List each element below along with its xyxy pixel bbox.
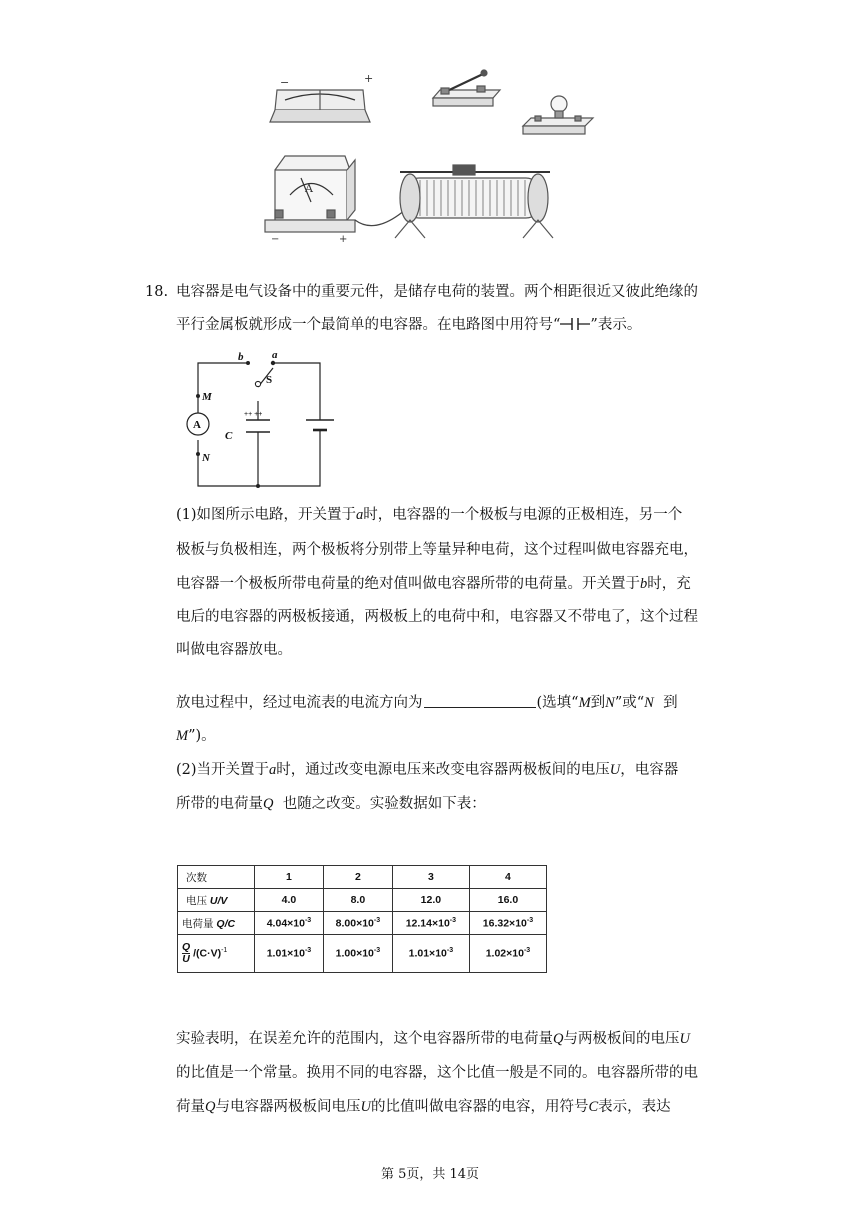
ratio-value: 1.00×10 <box>335 947 374 960</box>
charge-value: 16.32×10 <box>482 917 527 930</box>
c1-q: Q <box>553 1031 564 1047</box>
charge-exp: -3 <box>449 916 457 924</box>
table-cell: 12.0 <box>392 889 469 912</box>
part1-question-end <box>176 726 216 746</box>
ratio-fraction <box>182 942 190 965</box>
p2l2-post: 也随之改变。实验数据如下表： <box>282 796 486 812</box>
table-cell <box>392 935 469 973</box>
knife-switch <box>433 70 500 106</box>
page-footer: 第 5页，共 14页 <box>380 1167 480 1182</box>
label-m: M <box>202 391 212 403</box>
charge-exp: -3 <box>526 916 534 924</box>
ammeter-plus: + <box>339 234 348 245</box>
p1q-m: M <box>578 695 591 711</box>
p1q-m2: M <box>176 728 189 744</box>
p1l3-text: 电容器一个极板所带电荷量的绝对值叫做电容器所带的电荷量。开关置于 <box>176 576 640 592</box>
ratio-unit: /(C·V) <box>193 947 222 960</box>
experiment-table <box>177 865 547 973</box>
table-row-ratio <box>178 935 547 973</box>
charge-sym: Q/C <box>216 917 236 930</box>
ammeter-letter: A <box>305 182 313 195</box>
ammeter-device <box>265 156 355 245</box>
sliding-rheostat <box>395 165 553 238</box>
connecting-wire <box>355 210 405 226</box>
p2l1-pre: (2)当开关置于 <box>176 762 270 778</box>
part2-line-2 <box>176 794 486 814</box>
charge-label: 电荷量 <box>182 917 214 930</box>
charge-value: 8.00×10 <box>335 917 374 930</box>
label-c: C <box>225 430 233 442</box>
p1l3-var-b: b <box>640 576 648 592</box>
table-header-row <box>178 866 547 889</box>
table-cell <box>469 912 546 935</box>
p1l1-pre: (1)如图所示电路，开关置于 <box>176 507 357 523</box>
p1q-to2: 到 <box>663 695 678 711</box>
ratio-unit-exp: -1 <box>221 946 228 954</box>
p1q-or: ”或“ <box>614 695 645 711</box>
ratio-num: Q <box>182 941 191 953</box>
conclusion-line-3 <box>176 1097 671 1117</box>
battery-box <box>270 72 373 122</box>
intro-line-2 <box>176 315 641 335</box>
intro-line-2-post: ”表示。 <box>590 317 642 333</box>
voltage-sym: U/V <box>209 894 228 907</box>
row-label-voltage <box>178 889 255 912</box>
p1l1-post: 时，电容器的一个极板与电源的正极相连，另一个 <box>363 507 683 523</box>
row-label-ratio <box>178 935 255 973</box>
table-cell: 16.0 <box>469 889 546 912</box>
table-cell <box>255 935 324 973</box>
p2l1-u: U <box>609 762 621 778</box>
ratio-value: 1.02×10 <box>485 947 524 960</box>
circuit-diagram <box>178 348 338 490</box>
c1-pre: 实验表明，在误差允许的范围内，这个电容器所带的电荷量 <box>176 1031 553 1047</box>
light-bulb <box>523 96 593 134</box>
ratio-den: U <box>182 953 190 965</box>
label-s: S <box>266 374 273 386</box>
c3-c: C <box>588 1099 599 1115</box>
part1-line-4: 电后的电容器的两极板接通，两极板上的电荷中和，电容器又不带电了，这个过程 <box>176 609 698 625</box>
part2-line-1 <box>176 760 678 780</box>
c3-post: 表示，表达 <box>598 1099 671 1115</box>
conclusion-line-1 <box>176 1029 690 1049</box>
c1-mid: 与两极板间的电压 <box>563 1031 680 1047</box>
intro-line-1: 电容器是电气设备中的重要元件，是储存电荷的装置。两个相距很近又彼此绝缘的 <box>176 284 698 300</box>
p2l1-mid: 时，通过改变电源电压来改变电容器两极板间的电压 <box>276 762 610 778</box>
charge-exp: -3 <box>304 916 312 924</box>
p1q-pre: 放电过程中，经过电流表的电流方向为 <box>176 695 423 711</box>
p1q-end: ”)。 <box>188 728 216 744</box>
label-a: a <box>272 349 278 361</box>
c1-u: U <box>679 1031 690 1047</box>
intro-line-2-pre: 平行金属板就形成一个最简单的电容器。在电路图中用符号“ <box>176 317 561 333</box>
part1-line-3 <box>176 574 691 594</box>
p1q-n2: N <box>644 695 654 711</box>
ratio-exp: -3 <box>446 947 454 955</box>
answer-blank[interactable] <box>424 692 536 708</box>
table-cell <box>469 935 546 973</box>
p1q-to: 到 <box>590 695 606 711</box>
apparatus-illustration <box>255 60 615 245</box>
table-cell <box>323 912 392 935</box>
table-row-voltage <box>178 889 547 912</box>
row-label-charge <box>178 912 255 935</box>
c3-q: Q <box>205 1099 216 1115</box>
table-cell <box>255 912 324 935</box>
ratio-exp: -3 <box>304 947 312 955</box>
plus-label: + <box>364 72 374 85</box>
part1-line-1 <box>176 505 682 525</box>
ratio-value: 1.01×10 <box>266 947 305 960</box>
header-cell: 2 <box>323 866 392 889</box>
ratio-exp: -3 <box>373 947 381 955</box>
p2l1-a: a <box>269 762 277 778</box>
p1q-n: N <box>605 695 615 711</box>
table-cell <box>323 935 392 973</box>
charge-marks: ++ ++ <box>244 411 263 418</box>
p2l2-q: Q <box>263 796 274 812</box>
ammeter-minus: − <box>271 234 280 245</box>
ammeter-symbol: A <box>193 419 201 431</box>
part1-question <box>176 692 678 713</box>
voltage-label: 电压 <box>186 894 207 907</box>
label-b: b <box>238 351 244 363</box>
header-cell: 3 <box>392 866 469 889</box>
charge-value: 12.14×10 <box>405 917 450 930</box>
p1l3-post: 时，充 <box>647 576 691 592</box>
c3-u: U <box>360 1099 371 1115</box>
p1q-option-open: (选填“ <box>536 695 579 711</box>
p2l1-post: ，电容器 <box>620 762 679 778</box>
label-n: N <box>202 452 210 464</box>
header-cell: 1 <box>255 866 324 889</box>
header-cell-count: 次数 <box>178 866 255 889</box>
charge-value: 4.04×10 <box>266 917 305 930</box>
part1-line-2: 极板与负极相连，两个极板将分别带上等量异种电荷，这个过程叫做电容器充电， <box>176 542 698 558</box>
p2l2-pre: 所带的电荷量 <box>176 796 263 812</box>
p1l1-var-a: a <box>356 507 364 523</box>
table-cell <box>392 912 469 935</box>
question-number: 18. <box>145 284 169 300</box>
part1-line-5: 叫做电容器放电。 <box>176 642 292 658</box>
minus-label: − <box>280 76 290 89</box>
ratio-value: 1.01×10 <box>408 947 447 960</box>
table-row-charge <box>178 912 547 935</box>
c3-mid2: 的比值叫做电容器的电容，用符号 <box>370 1099 589 1115</box>
ratio-exp: -3 <box>523 947 531 955</box>
c3-pre: 荷量 <box>176 1099 205 1115</box>
c3-mid: 与电容器两极板间电压 <box>215 1099 361 1115</box>
capacitor-symbol-icon <box>560 317 590 331</box>
header-cell: 4 <box>469 866 546 889</box>
table-cell: 8.0 <box>323 889 392 912</box>
conclusion-line-2: 的比值是一个常量。换用不同的电容器，这个比值一般是不同的。电容器所带的电 <box>176 1065 698 1081</box>
charge-exp: -3 <box>373 916 381 924</box>
table-cell: 4.0 <box>255 889 324 912</box>
